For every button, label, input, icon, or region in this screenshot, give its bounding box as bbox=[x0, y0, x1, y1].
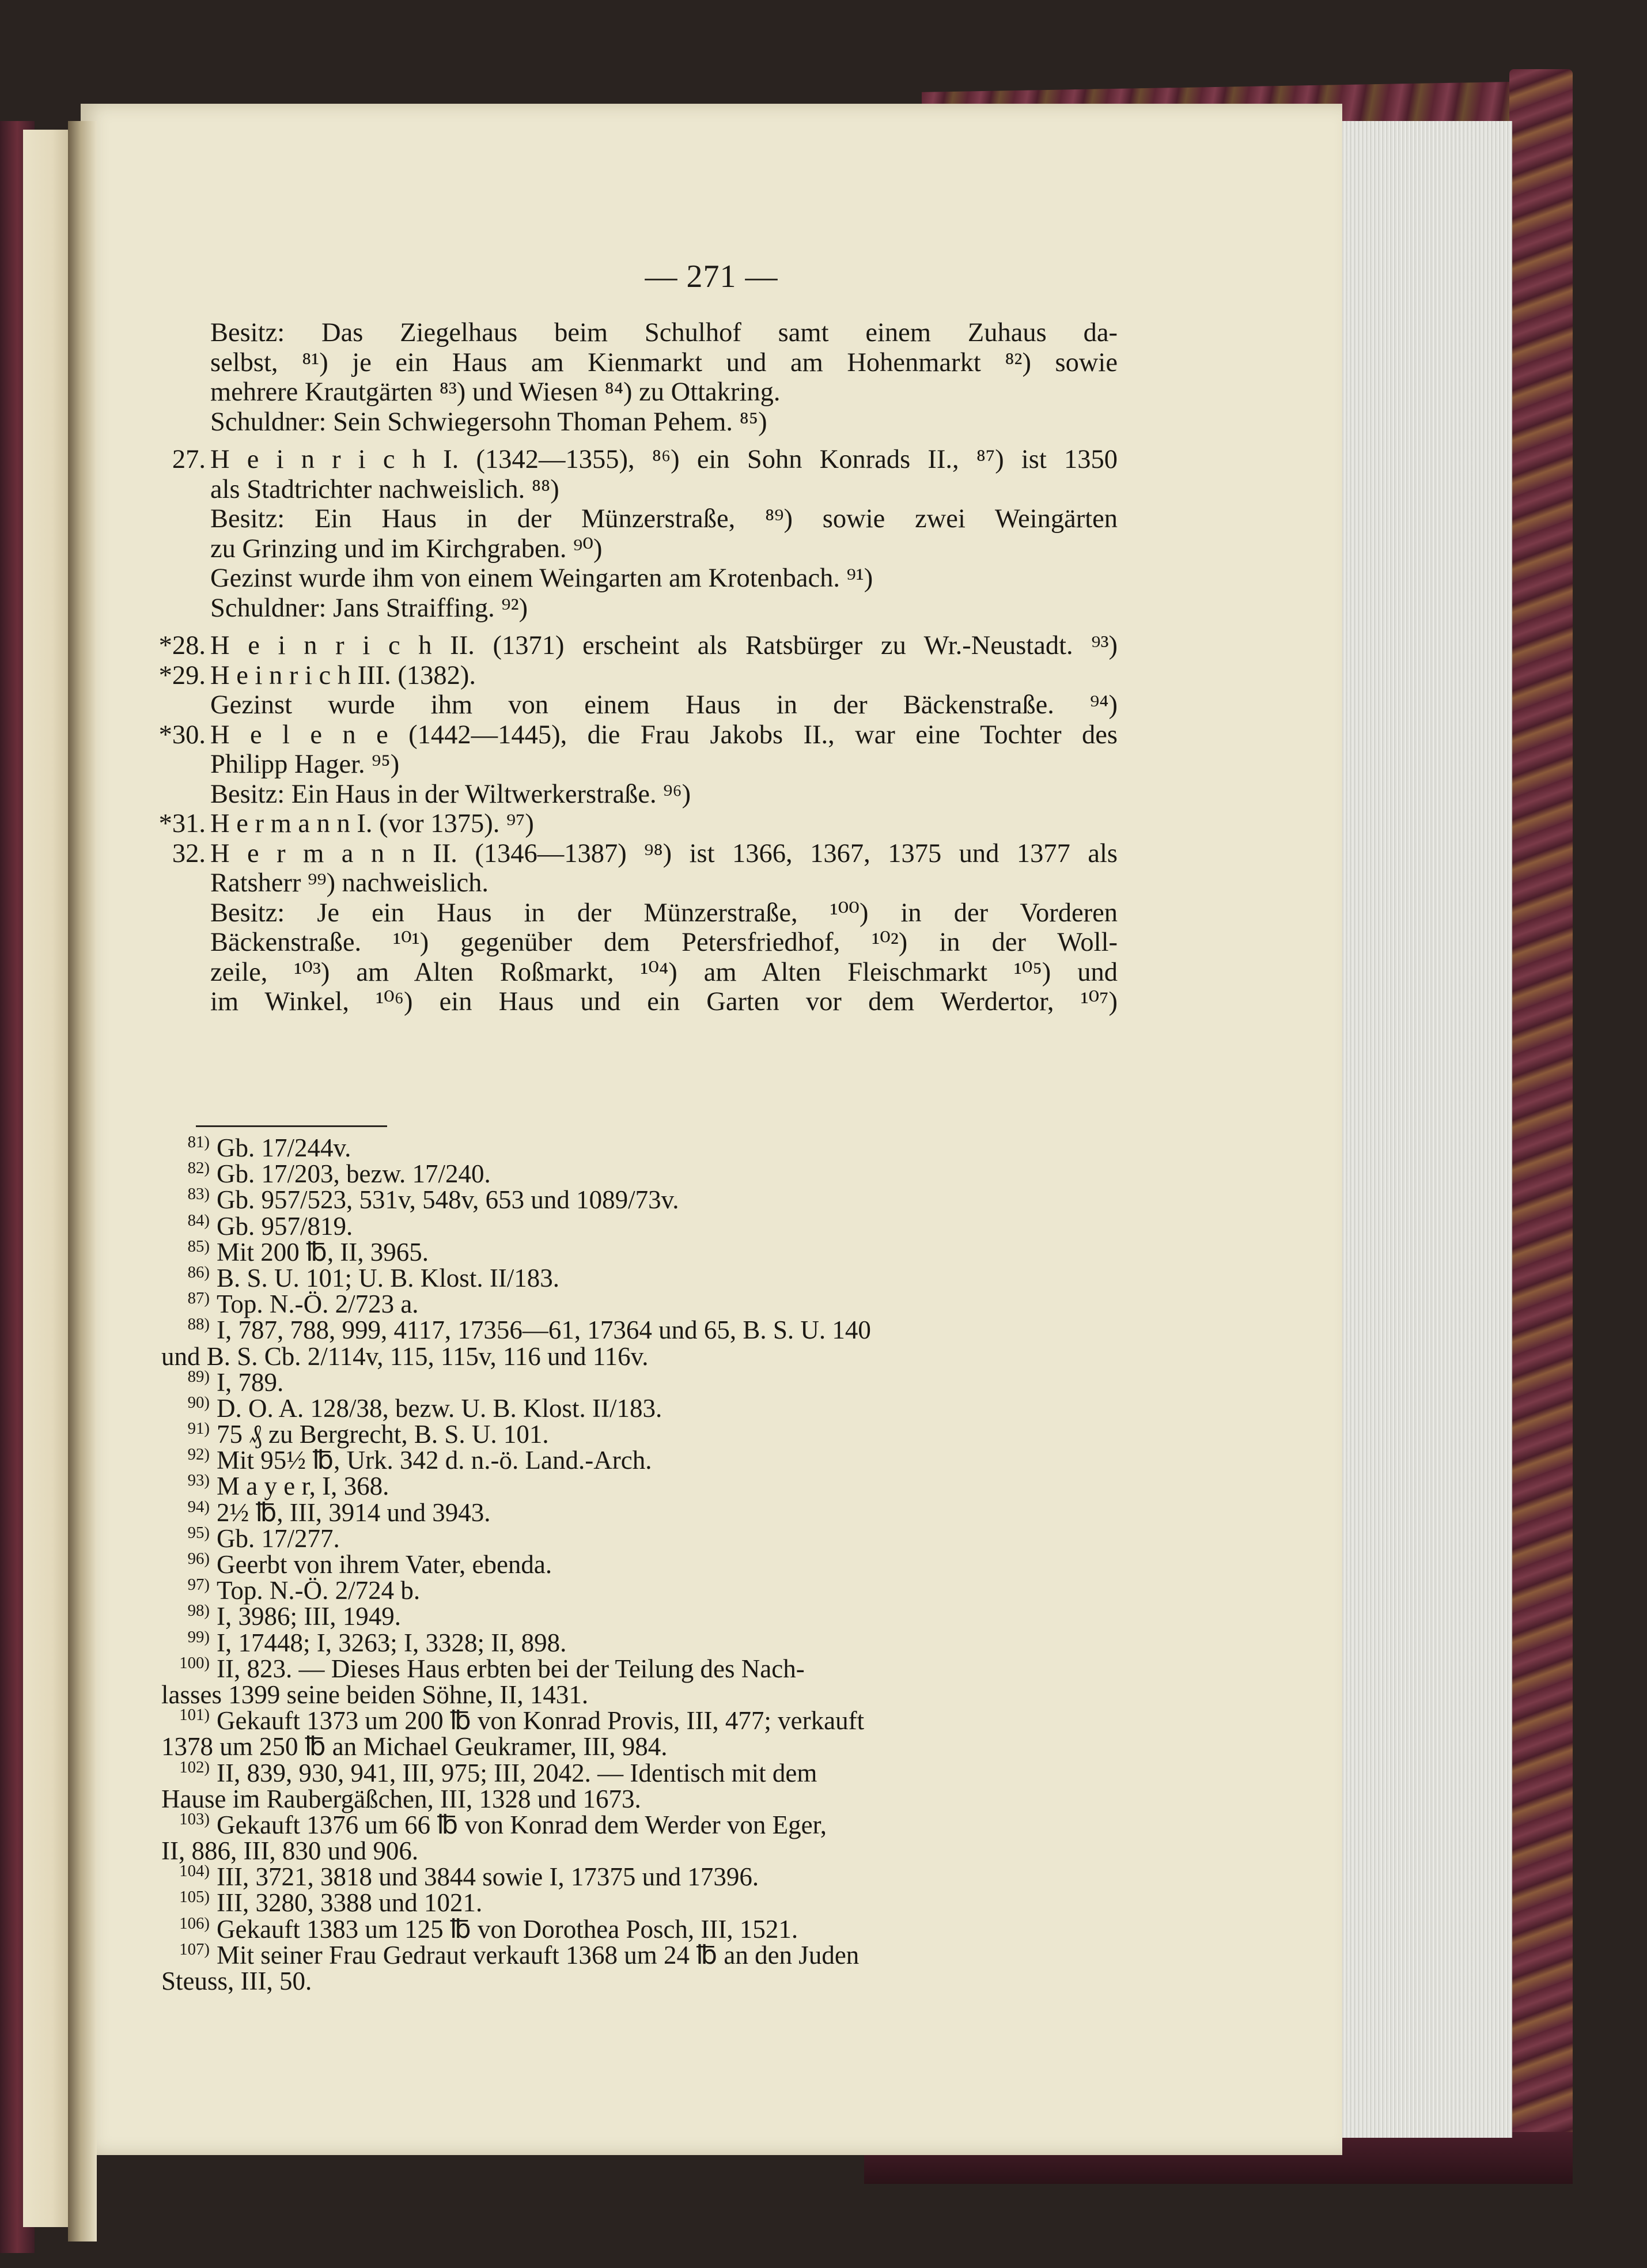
footnote bbox=[161, 1187, 1118, 1213]
entry-number: *29. bbox=[158, 660, 206, 690]
footnote-line bbox=[161, 1757, 1118, 1787]
footnote-line bbox=[161, 1161, 1118, 1187]
footnote-line bbox=[161, 1653, 1118, 1683]
footnote-number bbox=[161, 1708, 217, 1734]
text-line: Besitz: Je ein Haus in der Münzerstraße, ¹⁰⁰) in der Vorderen bbox=[210, 898, 1118, 928]
footnote bbox=[161, 1135, 1118, 1161]
text-line: zeile, ¹⁰³) am Alten Roßmarkt, ¹⁰⁴) am Alten Fleischmarkt ¹⁰⁵) und bbox=[210, 957, 1118, 987]
text-line: H e i n r i c h I. (1342—1355), ⁸⁶) ein Sohn Konrads II., ⁸⁷) ist 1350 bbox=[210, 445, 1118, 474]
footnote bbox=[161, 1473, 1118, 1499]
footnote-continuation: 1378 um 250 ℔ an Michael Geukramer, III, 984. bbox=[161, 1732, 668, 1762]
text-line: Schuldner: Jans Straiffing. ⁹²) bbox=[210, 593, 528, 623]
footnote-number bbox=[161, 1757, 217, 1786]
footnote-number bbox=[161, 1809, 217, 1838]
footnote-text: B. S. U. 101; U. B. Klost. II/183. bbox=[217, 1263, 560, 1292]
footnote-line bbox=[161, 1575, 1118, 1605]
footnote-number bbox=[161, 1653, 217, 1682]
footnote-mark: 81) bbox=[187, 1133, 210, 1151]
text-line: Schuldner: Sein Schwiegersohn Thoman Pehem. ⁸⁵) bbox=[210, 407, 767, 437]
footnote-text: Top. N.-Ö. 2/724 b. bbox=[217, 1576, 421, 1605]
footnote-text: Gb. 17/203, bezw. 17/240. bbox=[217, 1159, 491, 1189]
entry-30 bbox=[158, 720, 1118, 810]
footnote-line bbox=[161, 1942, 1118, 1968]
footnote-continuation: II, 886, III, 830 und 906. bbox=[161, 1836, 419, 1866]
footnote bbox=[161, 1942, 1118, 1994]
footnote-mark: 83) bbox=[187, 1185, 210, 1204]
footnote-mark: 101) bbox=[179, 1706, 210, 1725]
footnote-mark: 103) bbox=[179, 1809, 210, 1828]
footnote-mark: 100) bbox=[179, 1653, 210, 1672]
footnote-number bbox=[161, 1262, 217, 1291]
footnote-separator bbox=[196, 1125, 387, 1127]
footnote bbox=[161, 1708, 1118, 1760]
entry-number: *30. bbox=[158, 720, 206, 750]
footnote-text: Gb. 17/277. bbox=[217, 1524, 340, 1553]
footnote bbox=[161, 1575, 1118, 1605]
footnote-text: I, 789. bbox=[217, 1367, 284, 1397]
footnote bbox=[161, 1367, 1118, 1397]
text-line: selbst, ⁸¹) je ein Haus am Kienmarkt und am Hohenmarkt ⁸²) sowie bbox=[210, 347, 1118, 377]
footnote-mark: 87) bbox=[187, 1289, 210, 1308]
footnote-mark: 99) bbox=[187, 1627, 210, 1646]
footnote bbox=[161, 1161, 1118, 1187]
footnote-continuation: Hause im Raubergäßchen, III, 1328 und 1673. bbox=[161, 1784, 641, 1813]
footnote-text: Mit seiner Frau Gedraut verkauft 1368 um 24 ℔ an den Juden bbox=[217, 1940, 860, 1970]
footnote-line bbox=[161, 1708, 1118, 1734]
footnote-mark: 94) bbox=[187, 1497, 210, 1516]
footnote-mark: 97) bbox=[187, 1575, 210, 1594]
footnote-line bbox=[161, 1601, 1118, 1631]
footnote-mark: 102) bbox=[179, 1757, 210, 1776]
entry-number: *31. bbox=[158, 809, 206, 838]
facing-page-edge bbox=[23, 130, 72, 2227]
text-line: Besitz: Das Ziegelhaus beim Schulhof samt einem Zuhaus da- bbox=[210, 318, 1118, 347]
footnote-text: I, 17448; I, 3263; I, 3328; II, 898. bbox=[217, 1628, 567, 1657]
footnote-number bbox=[161, 1447, 217, 1473]
footnote-text: Geerbt von ihrem Vater, ebenda. bbox=[217, 1550, 552, 1579]
text-line: Besitz: Ein Haus in der Münzerstraße, ⁸⁹) sowie zwei Weingärten bbox=[210, 504, 1118, 534]
footnote-mark: 95) bbox=[187, 1523, 210, 1542]
footnote-text: M a y e r, I, 368. bbox=[217, 1472, 389, 1501]
footnote-line bbox=[161, 1523, 1118, 1553]
footnote-text: Gb. 957/819. bbox=[217, 1211, 353, 1241]
footnote bbox=[161, 1890, 1118, 1916]
entry-28 bbox=[158, 631, 1118, 661]
footnote bbox=[161, 1653, 1118, 1709]
footnote-line bbox=[161, 1262, 1118, 1292]
footnote-mark: 88) bbox=[187, 1315, 210, 1334]
footnote bbox=[161, 1497, 1118, 1527]
footnote-line bbox=[161, 1473, 1118, 1499]
footnote-text: D. O. A. 128/38, bezw. U. B. Klost. II/183. bbox=[217, 1393, 662, 1423]
text-line: Philipp Hager. ⁹⁵) bbox=[210, 750, 400, 779]
footnote-text: Gekauft 1383 um 125 ℔ von Dorothea Posch, III, 1521. bbox=[217, 1914, 798, 1944]
book-page bbox=[81, 104, 1342, 2155]
entry-27 bbox=[172, 445, 1118, 623]
entry-32 bbox=[172, 838, 1118, 1017]
footnote-line bbox=[161, 1393, 1118, 1423]
footnote-text: III, 3280, 3388 und 1021. bbox=[217, 1888, 483, 1918]
footnote-mark: 90) bbox=[187, 1393, 210, 1412]
text-line: Gezinst wurde ihm von einem Weingarten am Krotenbach. ⁹¹) bbox=[210, 564, 873, 593]
footnote-text: 2½ ℔, III, 3914 und 3943. bbox=[217, 1498, 491, 1527]
footnote-continuation: Steuss, III, 50. bbox=[161, 1967, 312, 1995]
footnote-line bbox=[161, 1447, 1118, 1473]
footnote-line bbox=[161, 1864, 1118, 1890]
footnote-mark: 98) bbox=[187, 1601, 210, 1620]
footnote-number bbox=[161, 1549, 217, 1578]
footnote bbox=[161, 1447, 1118, 1473]
text-line: H e l e n e (1442—1445), die Frau Jakobs II., war eine Tochter des bbox=[210, 720, 1118, 750]
footnote-mark: 89) bbox=[187, 1367, 210, 1386]
text-line: im Winkel, ¹⁰⁶) ein Haus und ein Garten vor dem Werdertor, ¹⁰⁷) bbox=[210, 987, 1118, 1016]
entry-29 bbox=[158, 660, 1118, 720]
footnote-text: Gekauft 1376 um 66 ℔ von Konrad dem Werder von Eger, bbox=[217, 1810, 827, 1839]
footnote-number bbox=[161, 1575, 217, 1604]
footnote-number bbox=[161, 1942, 217, 1968]
footnote-text: Gekauft 1373 um 200 ℔ von Konrad Provis, III, 477; verkauft bbox=[217, 1706, 865, 1736]
footnote bbox=[161, 1211, 1118, 1241]
footnote-line bbox=[161, 1187, 1118, 1213]
footnote-line bbox=[161, 1549, 1118, 1579]
footnote-line bbox=[161, 1211, 1118, 1241]
footnote-line bbox=[161, 1914, 1118, 1944]
footnote bbox=[161, 1914, 1118, 1944]
footnote-text: Mit 95½ ℔, Urk. 342 d. n.-ö. Land.-Arch. bbox=[217, 1446, 652, 1475]
footnote-text: III, 3721, 3818 und 3844 sowie I, 17375 und 17396. bbox=[217, 1862, 759, 1892]
footnote-text: Top. N.-Ö. 2/723 a. bbox=[217, 1290, 419, 1319]
footnote-line bbox=[161, 1497, 1118, 1527]
footnote bbox=[161, 1757, 1118, 1813]
footnote-mark: 104) bbox=[179, 1862, 210, 1881]
intro-block bbox=[210, 318, 1118, 437]
footnote-number bbox=[161, 1890, 217, 1916]
footnote-line bbox=[161, 1419, 1118, 1449]
footnote-text: I, 787, 788, 999, 4117, 17356—61, 17364 und 65, B. S. U. 140 bbox=[217, 1316, 871, 1345]
footnote-number bbox=[161, 1523, 217, 1552]
footnote bbox=[161, 1864, 1118, 1890]
footnotes bbox=[161, 1135, 1118, 1994]
footnote-line bbox=[161, 1809, 1118, 1839]
footnote bbox=[161, 1549, 1118, 1579]
main-text bbox=[158, 318, 1118, 1017]
footnote-number bbox=[161, 1135, 217, 1161]
text-line: als Stadtrichter nachweislich. ⁸⁸) bbox=[210, 474, 559, 504]
text-line: H e i n r i c h II. (1371) erscheint als Ratsbürger zu Wr.-Neustadt. ⁹³) bbox=[210, 631, 1118, 660]
footnote bbox=[161, 1317, 1118, 1369]
footnote-line bbox=[161, 1135, 1118, 1161]
footnote-text: I, 3986; III, 1949. bbox=[217, 1602, 401, 1631]
entry-31 bbox=[158, 809, 1118, 839]
footnote bbox=[161, 1627, 1118, 1657]
footnote-text: II, 839, 930, 941, III, 975; III, 2042. — Identisch mit dem bbox=[217, 1758, 817, 1787]
footnote-number bbox=[161, 1291, 217, 1317]
footnote-number bbox=[161, 1367, 217, 1396]
text-line: Bäckenstraße. ¹⁰¹) gegenüber dem Petersfriedhof, ¹⁰²) in der Woll- bbox=[210, 928, 1118, 957]
footnote-text: Gb. 957/523, 531v, 548v, 653 und 1089/73v. bbox=[217, 1185, 679, 1215]
footnote-number bbox=[161, 1161, 217, 1187]
footnote-mark: 91) bbox=[187, 1419, 210, 1438]
footnote bbox=[161, 1419, 1118, 1449]
footnote-number bbox=[161, 1497, 217, 1526]
footnote-line bbox=[161, 1627, 1118, 1657]
footnote-mark: 93) bbox=[187, 1471, 210, 1490]
footnote-mark: 85) bbox=[187, 1237, 210, 1256]
text-line: H e r m a n n I. (vor 1375). ⁹⁷) bbox=[210, 809, 534, 838]
footnote-number bbox=[161, 1317, 217, 1343]
footnote-mark: 92) bbox=[187, 1445, 210, 1464]
footnote-continuation: und B. S. Cb. 2/114v, 115, 115v, 116 und 116v. bbox=[161, 1341, 649, 1371]
footnote-text: Gb. 17/244v. bbox=[217, 1133, 351, 1162]
text-line: H e i n r i c h III. (1382). bbox=[210, 660, 476, 690]
text-line: zu Grinzing und im Kirchgraben. ⁹⁰) bbox=[210, 534, 603, 564]
footnote bbox=[161, 1262, 1118, 1292]
entry-number: *28. bbox=[158, 631, 206, 660]
footnote bbox=[161, 1601, 1118, 1631]
text-line: H e r m a n n II. (1346—1387) ⁹⁸) ist 1366, 1367, 1375 und 1377 als bbox=[210, 838, 1118, 868]
footnote-mark: 84) bbox=[187, 1211, 210, 1230]
footnote-number bbox=[161, 1419, 217, 1447]
footnote-line bbox=[161, 1317, 1118, 1343]
text-line: mehrere Krautgärten ⁸³) und Wiesen ⁸⁴) zu Ottakring. bbox=[210, 377, 781, 407]
footnote-number bbox=[161, 1211, 217, 1239]
footnote-line bbox=[161, 1890, 1118, 1916]
footnote-number bbox=[161, 1393, 217, 1422]
footnote-number bbox=[161, 1187, 217, 1213]
footnote bbox=[161, 1523, 1118, 1553]
page-gutter bbox=[68, 121, 97, 2241]
footnote-mark: 86) bbox=[187, 1262, 210, 1282]
footnote-number bbox=[161, 1914, 217, 1942]
footnote-line bbox=[161, 1291, 1118, 1317]
footnote-text: Mit 200 ℔, II, 3965. bbox=[217, 1237, 429, 1267]
footnote-mark: 106) bbox=[179, 1914, 210, 1933]
footnote-mark: 107) bbox=[179, 1940, 210, 1959]
footnote-number bbox=[161, 1864, 217, 1890]
entry-number: 32. bbox=[172, 838, 206, 868]
footnote bbox=[161, 1291, 1118, 1317]
footnote-line bbox=[161, 1367, 1118, 1397]
footnote bbox=[161, 1809, 1118, 1866]
book-cover-right-edge bbox=[1509, 69, 1573, 2172]
footnote-number bbox=[161, 1627, 217, 1656]
footnote-number bbox=[161, 1239, 217, 1265]
footnote-text: 75 ₰ zu Bergrecht, B. S. U. 101. bbox=[217, 1420, 549, 1449]
footnote-continuation: lasses 1399 seine beiden Söhne, II, 1431. bbox=[161, 1680, 589, 1709]
footnote-mark: 105) bbox=[179, 1888, 210, 1907]
footnote-mark: 82) bbox=[187, 1159, 210, 1178]
text-line: Besitz: Ein Haus in der Wiltwerkerstraße. ⁹⁶) bbox=[210, 779, 691, 809]
footnote-number bbox=[161, 1601, 217, 1630]
page-block-edge bbox=[1339, 121, 1512, 2138]
footnote-text: II, 823. — Dieses Haus erbten bei der Teilung des Nach- bbox=[217, 1654, 805, 1683]
footnote-mark: 96) bbox=[187, 1549, 210, 1568]
entry-number: 27. bbox=[172, 445, 206, 474]
footnote-number bbox=[161, 1473, 217, 1499]
text-line: Gezinst wurde ihm von einem Haus in der Bäckenstraße. ⁹⁴) bbox=[210, 690, 1118, 720]
footnote bbox=[161, 1239, 1118, 1265]
footnote bbox=[161, 1393, 1118, 1423]
text-line: Ratsherr ⁹⁹) nachweislich. bbox=[210, 868, 489, 898]
page-number: — 271 — bbox=[645, 259, 778, 294]
footnote-line bbox=[161, 1239, 1118, 1265]
